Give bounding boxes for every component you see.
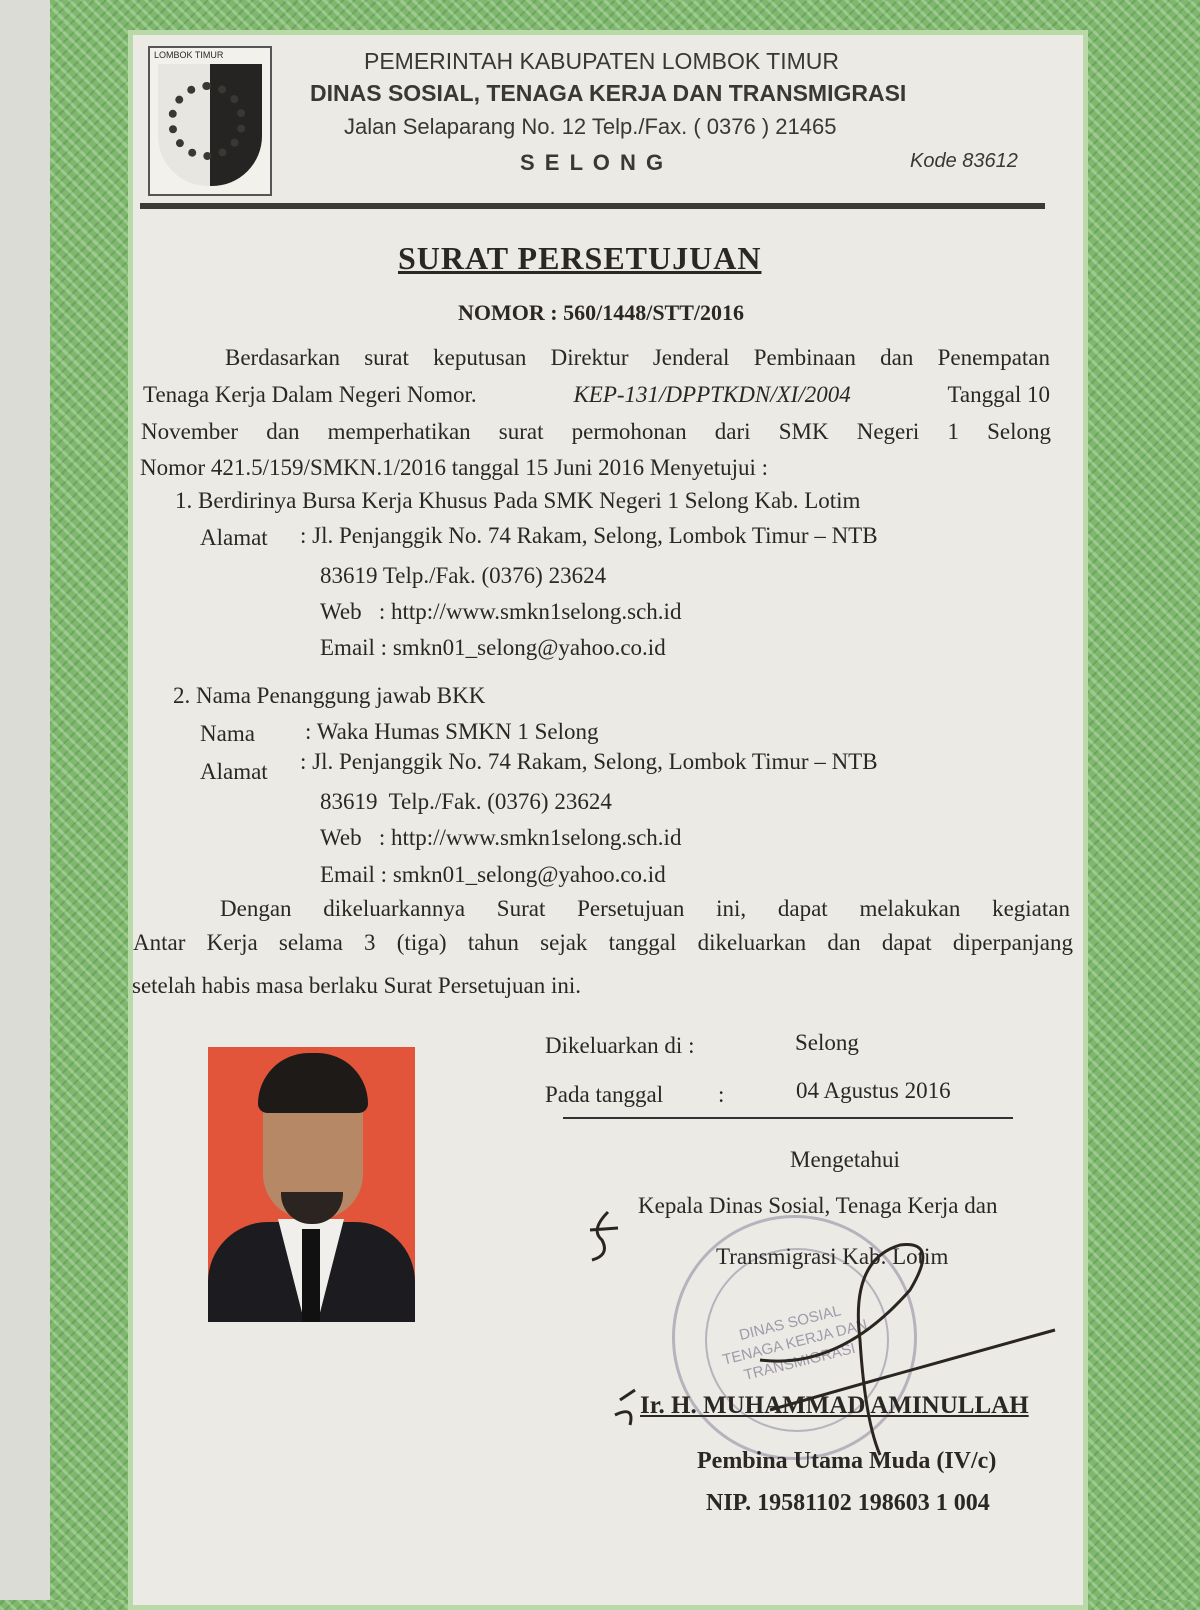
date-underline <box>563 1117 1013 1119</box>
logo-caption: LOMBOK TIMUR <box>154 50 224 60</box>
item1-email: Email : smkn01_selong@yahoo.co.id <box>320 635 666 660</box>
item1-heading: 1. Berdirinya Bursa Kerja Khusus Pada SMK Negeri 1 Selong Kab. Lotim <box>175 488 861 513</box>
letterhead-address: Jalan Selaparang No. 12 Telp./Fax. ( 0376 ) 21465 <box>344 114 837 139</box>
intro-line-4: Nomor 421.5/159/SMKN.1/2016 tanggal 15 Juni 2016 Menyetujui : <box>140 455 769 480</box>
document-number: NOMOR : 560/1448/STT/2016 <box>458 300 745 325</box>
regency-logo <box>148 46 272 196</box>
item2-name-label: Nama <box>200 721 255 746</box>
intro-line-2-text: Tenaga Kerja Dalam Negeri Nomor. <box>143 382 477 407</box>
intro-line-2-date: Tanggal 10 <box>947 382 1050 407</box>
applicant-photo <box>208 1047 415 1322</box>
intro-line-1: Berdasarkan surat keputusan Direktur Jenderal Pembinaan dan Penempatan <box>225 345 1050 370</box>
item1-address: : Jl. Penjanggik No. 74 Rakam, Selong, Lombok Timur – NTB <box>300 523 878 548</box>
item1-address-label: Alamat <box>200 525 268 550</box>
issued-date: 04 Agustus 2016 <box>796 1078 951 1103</box>
intro-line-3: November dan memperhatikan surat permohonan dari SMK Negeri 1 Selong <box>141 419 1051 444</box>
signatory-position-2: Transmigrasi Kab. Lotim <box>716 1244 949 1269</box>
letterhead-government: PEMERINTAH KABUPATEN LOMBOK TIMUR <box>364 48 839 74</box>
closing-line-3: setelah habis masa berlaku Surat Persetujuan ini. <box>132 973 582 998</box>
decree-number: KEP-131/DPPTKDN/XI/2004 <box>573 382 851 407</box>
issued-date-label: Pada tanggal <box>545 1082 664 1107</box>
handwritten-signature <box>580 1200 1080 1460</box>
closing-line-1: Dengan dikeluarkannya Surat Persetujuan ini, dapat melakukan kegiatan <box>220 896 1070 921</box>
wreath-icon <box>168 82 246 160</box>
issued-place: Selong <box>795 1030 859 1055</box>
signatory-nip: NIP. 19581102 198603 1 004 <box>706 1490 990 1516</box>
item2-address: : Jl. Penjanggik No. 74 Rakam, Selong, Lombok Timur – NTB <box>300 749 878 774</box>
letterhead-divider <box>140 203 1045 209</box>
letterhead-postal-code: Kode 83612 <box>910 150 1018 172</box>
closing-line-2: Antar Kerja selama 3 (tiga) tahun sejak tanggal dikeluarkan dan dapat diperpanjang <box>133 930 1073 955</box>
document-title: SURAT PERSETUJUAN <box>398 240 762 276</box>
signatory-position-1: Kepala Dinas Sosial, Tenaga Kerja dan <box>638 1193 998 1218</box>
acknowledged-label: Mengetahui <box>790 1147 900 1172</box>
item2-heading: 2. Nama Penanggung jawab BKK <box>173 683 486 708</box>
item2-address-label: Alamat <box>200 759 268 784</box>
issued-date-colon: : <box>718 1082 725 1107</box>
item2-phone: 83619 Telp./Fak. (0376) 23624 <box>320 789 612 814</box>
letterhead-agency: DINAS SOSIAL, TENAGA KERJA DAN TRANSMIGRASI <box>310 80 907 106</box>
signatory-rank: Pembina Utama Muda (IV/c) <box>697 1448 997 1474</box>
issued-place-label: Dikeluarkan di : <box>545 1033 695 1058</box>
background-surface <box>0 0 50 1600</box>
signatory-name: Ir. H. MUHAMMAD AMINULLAH <box>640 1392 1029 1419</box>
photo-tie <box>302 1229 320 1322</box>
intro-line-2 <box>143 382 1050 408</box>
item2-web: Web : http://www.smkn1selong.sch.id <box>320 825 682 850</box>
item2-email: Email : smkn01_selong@yahoo.co.id <box>320 862 666 887</box>
stamp-text: DINAS SOSIAL TENAGA KERJA DAN TRANSMIGRASI <box>720 1302 869 1384</box>
item1-web: Web : http://www.smkn1selong.sch.id <box>320 599 682 624</box>
letterhead-city: S E L O N G <box>520 150 666 175</box>
photo-hair <box>258 1053 368 1113</box>
item1-phone: 83619 Telp./Fak. (0376) 23624 <box>320 563 607 588</box>
item2-name: : Waka Humas SMKN 1 Selong <box>305 719 599 744</box>
